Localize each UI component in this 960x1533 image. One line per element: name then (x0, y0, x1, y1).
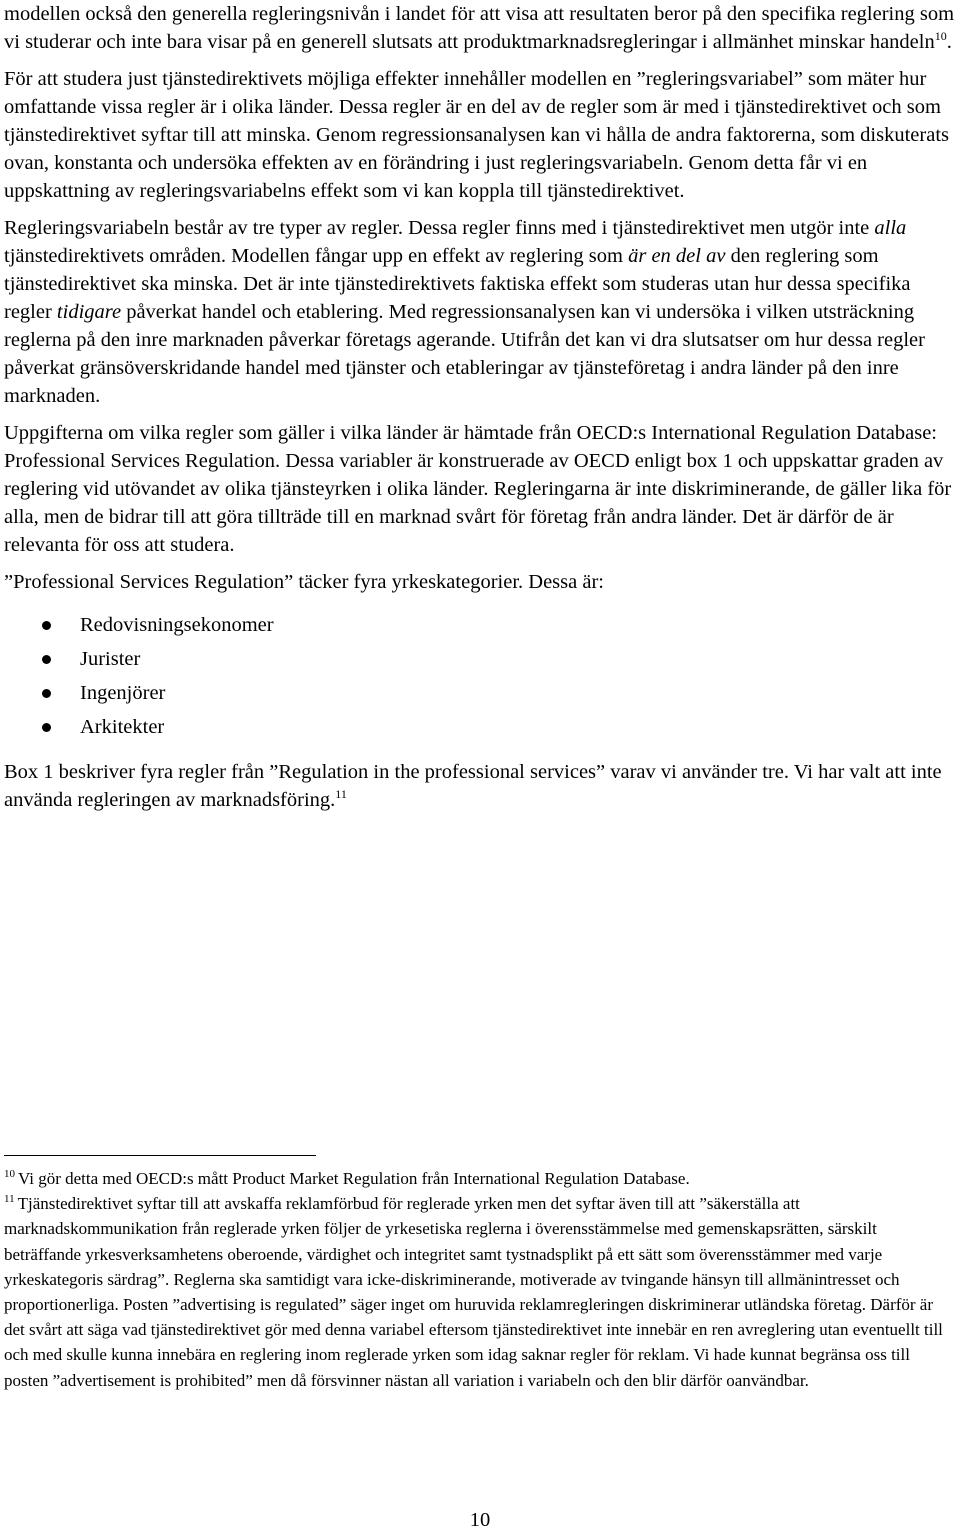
bullet-icon (42, 689, 51, 698)
footnote-ref-10: 10 (934, 29, 947, 43)
footnote-11: $^{11}$ Tjänstedirektivet syftar till att avskaffa reklamförbud för reglerade yrken men det syftar även till att ”säkerställa att marknadskommunikation från reglerade yrken följer de yrkesetiska reglerna i överensstämmelse med gemenskapsrätten, särskilt beträffande yrkesverksamhetens oberoende, värdighet och integritet samt tystnadsplikt på ett sätt som överensstämmer med varje yrkeskategoris särdrag”. Reglerna ska samtidigt vara icke-diskriminerande, motiverade av tvingande hänsyn till allmänintresset och proportionerliga. Posten ”advertising is regulated” säger inget om huruvida reklamregleringen diskriminerar utländska företag. Därför är det svårt att säga vad tjänstedirektivet gör med denna variabel eftersom tjänstedirektivet inte innebär en ren avreglering utan eventuellt till och med skulle kunna innebära en reglering inom reglerade yrken som idag saknar regler för reklam. Vi hade kunnat begränsa oss till posten ”advertisement is prohibited” men då försvinner nästan all variation i variabeln och den blir därför oanvändbar. (4, 1193, 943, 1390)
bullet-icon (42, 723, 51, 732)
emphasis-alla: alla (874, 217, 907, 239)
paragraph-professional-categories-intro: ”Professional Services Regulation” täcker fyra yrkeskategorier. Dessa är: (4, 571, 604, 593)
emphasis-ar-en-del-av: är en del av (628, 245, 726, 267)
footnotes (4, 1166, 956, 1393)
paragraph-box-1: Box 1 beskriver fyra regler från ”Regulation in the professional services” varav vi använder tre. Vi har valt att inte använda regleringen av marknadsföring.$^{11}$ (4, 761, 942, 811)
professional-categories-list (4, 608, 956, 744)
list-item: Arkitekter (4, 710, 956, 744)
bullet-icon (42, 621, 51, 630)
footnote-10: $^{10}$ Vi gör detta med OECD:s mått Product Market Regulation från International Regulation Database. (4, 1168, 690, 1188)
paragraph-regulation-variable: För att studera just tjänstedirektivets möjliga effekter innehåller modellen en ”regleringsvariabel” som mäter hur omfattande vissa regler är i olika länder. Dessa regler är en del av de regler som är med i tjänstedirektivet och som tjänstedirektivet syftar till att minska. Genom regressionsanalysen kan vi hålla de andra faktorerna, som diskuterats ovan, konstanta och undersöka effekten av en förändring i just regleringsvariabeln. Genom detta får vi en uppskattning av regleringsvariabelns effekt som vi kan koppla till tjänstedirektivet. (4, 68, 950, 202)
document-page (4, 0, 956, 814)
list-item: Jurister (4, 642, 956, 676)
paragraph-model-regulation-level: modellen också den generella regleringsnivån i landet för att visa att resultaten beror på den specifika reglering som vi studerar och inte bara visar på en generell slutsats att produktmarknadsregleringar i allmänhet minskar handeln$^{10}$. (4, 3, 955, 53)
page-number: 10 (469, 1509, 491, 1531)
footnote-separator (4, 1155, 316, 1156)
list-item: Ingenjörer (4, 676, 956, 710)
list-item: Redovisningsekonomer (4, 608, 956, 642)
paragraph-three-rule-types: Regleringsvariabeln består av tre typer av regler. Dessa regler finns med i tjänstedirektivet men utgör inte alla tjänstedirektivets områden. Modellen fångar upp en effekt av reglering som är en del av den reglering som tjänstedirektivet ska minska. Det är inte tjänstedirektivets faktiska effekt som studeras utan hur dessa specifika regler tidigare påverkat handel och etablering. Med regressionsanalysen kan vi undersöka i vilken utsträckning reglerna på den inre marknaden påverkar företags agerande. Utifrån det kan vi dra slutsatser om hur dessa regler påverkat gränsöverskridande handel med tjänster och etableringar av tjänsteföretag i andra länder på den inre marknaden. (4, 217, 925, 407)
footnote-ref-11: 11 (335, 787, 347, 801)
paragraph-oecd-data-source: Uppgifterna om vilka regler som gäller i vilka länder är hämtade från OECD:s International Regulation Database: Professional Services Regulation. Dessa variabler är konstruerade av OECD enligt box 1 och uppskattar graden av reglering vid utövandet av olika tjänsteyrken i olika länder. Regleringarna är inte diskriminerande, de gäller lika för alla, men de bidrar till att göra tillträde till en marknad svårt för företag från andra länder. Det är därför de är relevanta för oss att studera. (4, 422, 952, 556)
emphasis-tidigare: tidigare (56, 301, 122, 323)
bullet-icon (42, 655, 51, 664)
